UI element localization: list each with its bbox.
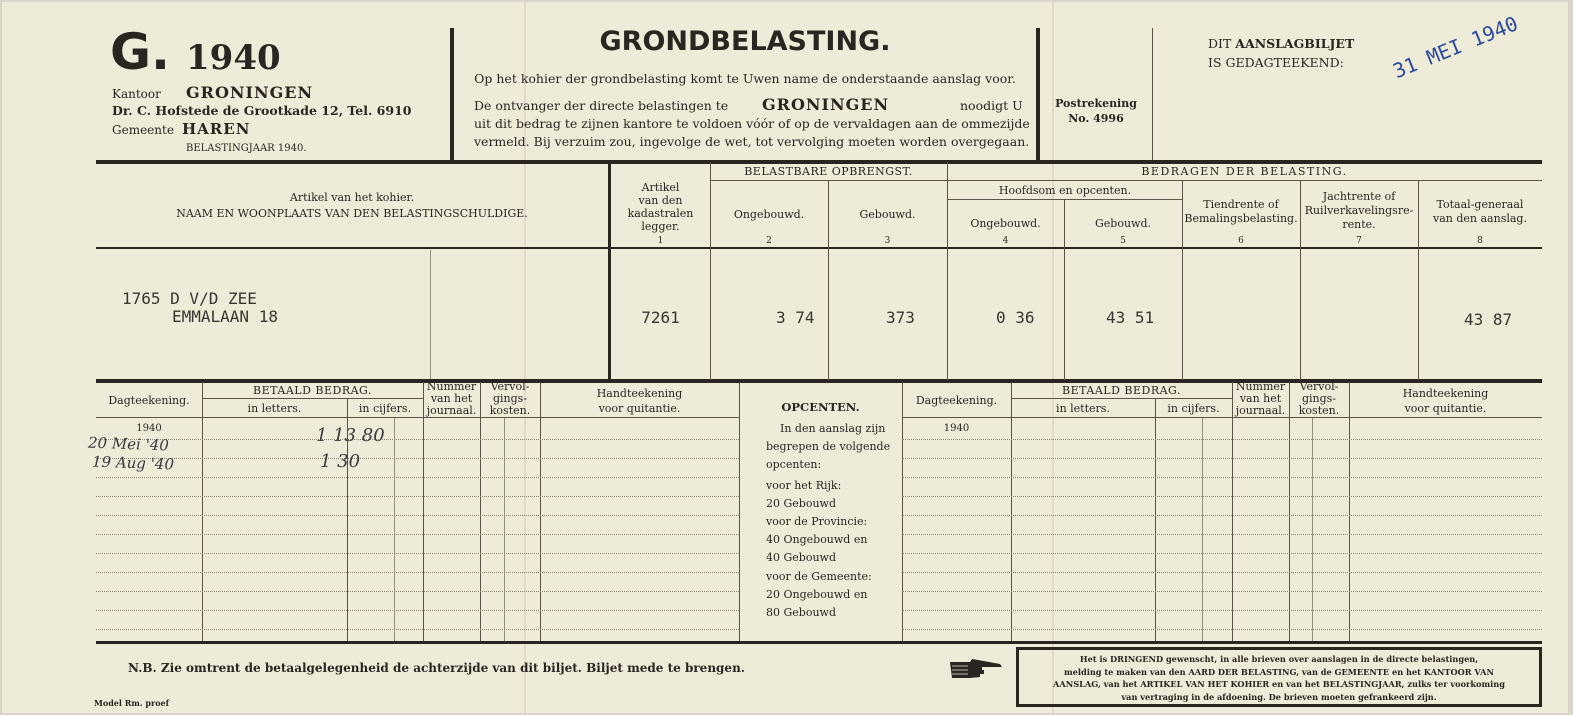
intro-line4: vermeld. Bij verzuim zou, ingevolge de wet, tot vervolging moeten worden overgegaan. [474, 134, 1030, 149]
divider [1349, 382, 1350, 642]
kantoor-label: Kantoor [112, 87, 161, 101]
ruled-line [96, 591, 739, 592]
taxpayer-address: EMMALAAN 18 [172, 307, 278, 326]
payment-amount-1: 1 13 80 [316, 425, 385, 446]
ruled-line [96, 458, 739, 459]
ruled-line [96, 439, 739, 440]
cell-hoofdsom-gebouwd: 43 51 [1106, 308, 1155, 327]
betaald-header-right: BETAALD BEDRAG. [1062, 384, 1181, 397]
col-number: 2 [766, 236, 772, 246]
rule [96, 247, 1542, 249]
divider [202, 382, 203, 642]
ruled-line [902, 591, 1542, 592]
divider [480, 382, 481, 642]
collector-city: GRONINGEN [762, 95, 890, 114]
cell-ongebouwd: 3 74 [776, 308, 815, 327]
nummer-header-right: Nummer van het journaal. [1235, 380, 1286, 417]
gemeente-label: Gemeente [112, 123, 174, 137]
ruled-line [96, 553, 739, 554]
divider [739, 382, 740, 642]
rule [96, 417, 739, 418]
postrekening-number: No. 4996 [1068, 112, 1124, 125]
year-right: 1940 [943, 423, 970, 434]
col4-header: Ongebouwd. [970, 217, 1041, 230]
form-title: GRONDBELASTING. [599, 26, 891, 57]
ruled-line [902, 534, 1542, 535]
opcenten-text: In den aanslag zijn begrepen de volgende opcenten: voor het Rijk: 20 Gebouwd voor de Provincie: 40 Ongebouwd en 40 Gebouwd voor de Gemeente: 20 Ongebouwd en 80 Gebouwd [766, 422, 891, 620]
col-number: 7 [1356, 236, 1362, 246]
rule [947, 199, 1183, 200]
gemeente-value: HAREN [182, 120, 251, 138]
nb-note: N.B. Zie omtrent de betaalgelegenheid de achterzijde van dit biljet. Biljet mede te brengen. [128, 661, 745, 675]
ruled-line [902, 496, 1542, 497]
col-number: 3 [884, 236, 891, 246]
payment-date-2: 19 Aug '40 [91, 452, 175, 474]
form-letter: G. [110, 23, 171, 81]
ruled-line [902, 477, 1542, 478]
form-year: 1940 [186, 38, 281, 78]
divider [394, 417, 395, 642]
divider [902, 382, 903, 642]
postrekening-label: Postrekening [1055, 97, 1137, 110]
rule [96, 641, 1542, 644]
notice-box [1016, 647, 1542, 707]
ruled-line [96, 477, 739, 478]
intro-text: Op het kohier der grondbelasting komt te Uwen name de onderstaande aanslag voor. [474, 71, 1016, 86]
rule [902, 417, 1542, 418]
divider [540, 382, 541, 642]
ruled-line [902, 629, 1542, 630]
col1-header: Artikel van den kadastralen legger. [627, 181, 694, 233]
intro-line3: uit dit bedrag te zijnen kantore te voldoen vóór of op de vervaldagen aan de ommezijde [474, 116, 1030, 131]
vervol-header-right: Vervol- gings- kosten. [1298, 380, 1340, 417]
opcenten-title: OPCENTEN. [781, 400, 860, 414]
payment-amount-2: 1 30 [320, 451, 361, 472]
col-number: 5 [1120, 236, 1126, 246]
cell-totaal: 43 87 [1464, 310, 1513, 329]
cell-gebouwd: 373 [886, 308, 915, 327]
belastbare-header: BELASTBARE OPBRENGST. [744, 165, 913, 178]
col3-header: Gebouwd. [859, 208, 916, 221]
bedragen-header: BEDRAGEN DER BELASTING. [1141, 165, 1348, 178]
ruled-line [96, 572, 739, 573]
hoofdsom-header: Hoofdsom en opcenten. [998, 184, 1132, 197]
divider [423, 382, 424, 642]
divider [1036, 28, 1040, 160]
cell-kadastraal: 7261 [641, 308, 680, 327]
dagteekening-header: Dagteekening. [108, 394, 190, 407]
divider [1202, 417, 1203, 642]
in-cijfers-header: in cijfers. [358, 402, 412, 415]
year-left: 1940 [136, 423, 162, 434]
col5-header: Gebouwd. [1095, 217, 1151, 230]
ruled-line [902, 572, 1542, 573]
in-cijfers-header-right: in cijfers. [1167, 402, 1220, 415]
col0-header-line2: NAAM EN WOONPLAATS VAN DEN BELASTINGSCHULDIGE. [176, 207, 528, 220]
betaald-header: BETAALD BEDRAG. [253, 384, 372, 397]
rule [202, 398, 423, 399]
pointing-hand-icon [948, 656, 1004, 680]
col-number: 6 [1238, 236, 1244, 246]
ruled-line [96, 515, 739, 516]
col-number: 1 [657, 236, 664, 246]
intro-line2-pre: De ontvanger der directe belastingen te [474, 98, 729, 113]
ruled-line [96, 629, 739, 630]
col6-header: Tiendrente of Bemalingsbelasting. [1184, 198, 1298, 225]
model-label: Model Rm. proef [94, 698, 170, 708]
handteekening-header: Handteekening voor quitantie. [596, 387, 683, 415]
col7-header: Jachtrente of Ruilverkavelingsre- rente. [1304, 190, 1414, 231]
divider [1155, 398, 1156, 642]
in-letters-header: in letters. [247, 402, 302, 415]
divider [1011, 382, 1012, 642]
belastingjaar: BELASTINGJAAR 1940. [186, 143, 307, 154]
dagteekening-header-right: Dagteekening. [915, 394, 998, 407]
col2-header: Ongebouwd. [733, 208, 805, 221]
ruled-line [902, 515, 1542, 516]
ruled-line [902, 610, 1542, 611]
col-number: 8 [1477, 236, 1483, 246]
divider [1312, 417, 1313, 642]
taxpayer-name: 1765 D V/D ZEE [122, 289, 257, 308]
divider [504, 417, 505, 642]
divider [710, 162, 711, 380]
date-stamp: 31 MEI 1940 [1389, 11, 1522, 84]
rule [1011, 398, 1232, 399]
divider [430, 250, 431, 380]
in-letters-header-right: in letters. [1056, 402, 1110, 415]
ruled-line [96, 534, 739, 535]
vervol-header: Vervol- gings- kosten. [489, 380, 531, 417]
payment-date-1: 20 Mei '40 [87, 433, 170, 455]
rule [96, 160, 1542, 164]
ruled-line [96, 496, 739, 497]
divider [1232, 382, 1233, 642]
dated-line1: DIT AANSLAGBILJET [1208, 36, 1355, 51]
nummer-header: Nummer van het journaal. [426, 380, 477, 417]
intro-line2-post: noodigt U [960, 98, 1023, 113]
ruled-line [902, 553, 1542, 554]
ruled-line [902, 458, 1542, 459]
divider [1289, 382, 1290, 642]
kantoor-value: GRONINGEN [186, 83, 314, 102]
handteekening-header-right: Handteekening voor quitantie. [1402, 387, 1489, 415]
col0-header-line1: Artikel van het kohier. [289, 191, 415, 204]
tax-assessment-form [2, 2, 1568, 713]
office-address: Dr. C. Hofstede de Grootkade 12, Tel. 6910 [112, 103, 412, 118]
col-number: 4 [1002, 236, 1009, 246]
notice-text: Het is DRINGEND gewenscht, in alle brieven over aanslagen in de directe belastingen, melding te maken van den AARD DER BELASTING, van de GEMEENTE en het KANTOOR VAN AANSLAG, van het ARTIKEL VAN HET KOHIER en van het BELASTINGJAAR, zulks ter voorkoming van vertraging in de afdoening. De brieven moeten gefrankeerd zijn. [1053, 654, 1505, 702]
ruled-line [902, 439, 1542, 440]
divider [1152, 28, 1153, 160]
dated-line2: IS GEDAGTEEKEND: [1208, 55, 1344, 70]
col8-header: Totaal-generaal van den aanslag. [1433, 198, 1527, 225]
ruled-line [96, 610, 739, 611]
cell-hoofdsom-ongebouwd: 0 36 [996, 308, 1035, 327]
